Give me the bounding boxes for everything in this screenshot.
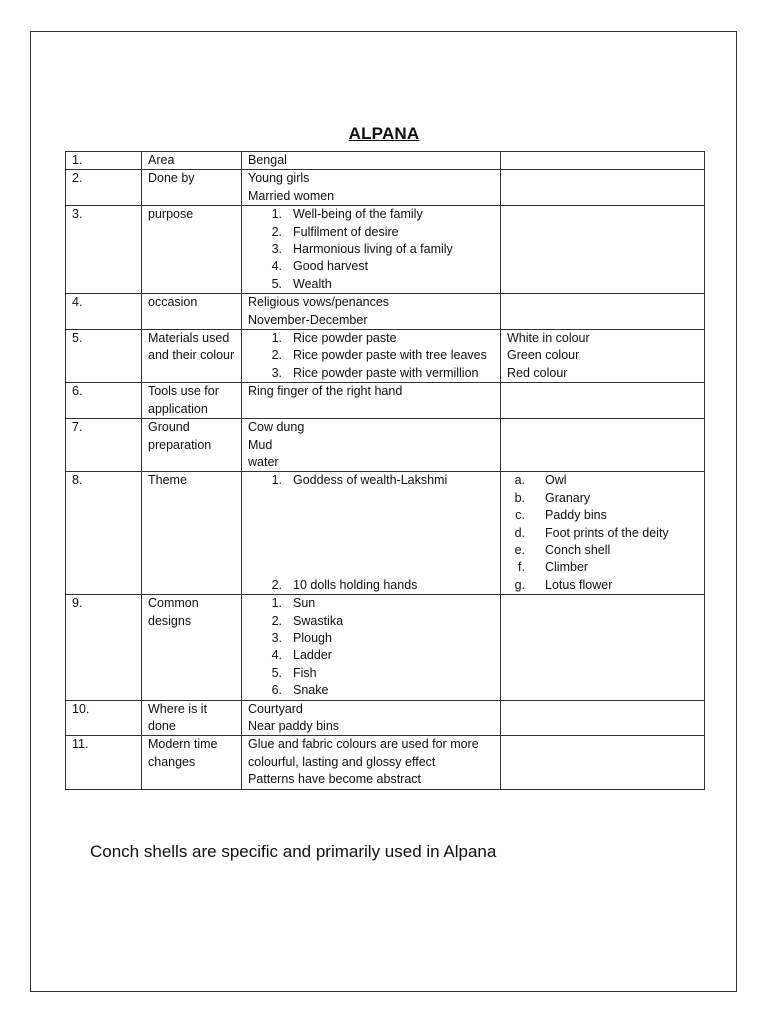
row-number: 8. — [66, 472, 142, 595]
row-label: Ground preparation — [142, 419, 242, 472]
list-item: 2. Rice powder paste with tree leaves — [271, 348, 487, 363]
list-item: 1. Goddess of wealth-Lakshmi — [271, 473, 448, 488]
row-details — [242, 294, 501, 330]
row-notes — [501, 330, 705, 383]
row-label: Materials used and their colour — [142, 330, 242, 383]
row-details — [242, 206, 501, 294]
list-item: 3. Plough — [271, 630, 332, 645]
list-item: 4. Ladder — [271, 648, 332, 663]
row-label: Done by — [142, 170, 242, 206]
list-item: 4. Good harvest — [271, 259, 369, 274]
table-row — [66, 206, 705, 294]
row-number: 6. — [66, 383, 142, 419]
list-item: 2. 10 dolls holding hands — [271, 577, 418, 592]
table-row — [66, 472, 705, 595]
row-details — [242, 419, 501, 472]
detail-line: Courtyard — [248, 701, 303, 716]
row-details — [242, 170, 501, 206]
spacer — [248, 490, 495, 577]
row-number: 11. — [66, 736, 142, 789]
detail-line: Near paddy bins — [248, 719, 340, 733]
alpana-table — [65, 151, 705, 790]
row-notes — [501, 736, 705, 789]
table-row — [66, 383, 705, 419]
list-item: a. Owl — [514, 473, 567, 488]
detail-line: Cow dung — [248, 420, 305, 435]
detail-line: Young girls — [248, 171, 310, 186]
list-item: e. Conch shell — [514, 542, 611, 557]
footer-note: Conch shells are specific and primarily used in Alpana — [90, 842, 497, 861]
row-details — [242, 700, 501, 736]
list-item: 5. Wealth — [271, 276, 332, 291]
row-notes — [501, 206, 705, 294]
table-row — [66, 152, 705, 170]
row-label: Where is it done — [142, 700, 242, 736]
list-item: c. Paddy bins — [515, 508, 607, 523]
list-item: 1. Rice powder paste — [271, 331, 397, 346]
row-number: 3. — [66, 206, 142, 294]
list-item: 1. Well-being of the family — [271, 207, 423, 222]
row-number: 9. — [66, 595, 142, 700]
note-line: Green colour — [507, 348, 580, 363]
detail-line: Glue and fabric colours are used for more colourful, lasting and glossy effect — [248, 737, 479, 769]
row-number: 4. — [66, 294, 142, 330]
row-label: Theme — [142, 472, 242, 595]
list-item: 2. Fulfilment of desire — [271, 224, 399, 239]
list-item: f. Climber — [518, 560, 589, 575]
row-number: 2. — [66, 170, 142, 206]
row-label: Modern time changes — [142, 736, 242, 789]
row-label: occasion — [142, 294, 242, 330]
row-notes — [501, 152, 705, 170]
table-row — [66, 170, 705, 206]
row-notes — [501, 595, 705, 700]
table-row — [66, 700, 705, 736]
row-label: Common designs — [142, 595, 242, 700]
detail-line: Married women — [248, 188, 335, 203]
note-line: White in colour — [507, 331, 590, 346]
row-details: Bengal — [242, 152, 501, 170]
row-notes — [501, 472, 705, 595]
list-item: d. Foot prints of the deity — [514, 525, 669, 540]
row-details — [242, 472, 501, 595]
list-item: 2. Swastika — [271, 613, 344, 628]
detail-line: Religious vows/penances — [248, 295, 390, 310]
row-label: Area — [142, 152, 242, 170]
list-item: 3. Rice powder paste with vermillion — [271, 365, 479, 380]
row-details — [242, 595, 501, 700]
table-row — [66, 330, 705, 383]
row-notes — [501, 383, 705, 419]
table-row — [66, 419, 705, 472]
list-item: g. Lotus flower — [514, 577, 613, 592]
detail-line: Mud — [248, 437, 273, 452]
table-row — [66, 595, 705, 700]
row-details: Ring finger of the right hand — [242, 383, 501, 419]
document-title: ALPANA — [348, 124, 420, 143]
table-row — [66, 736, 705, 789]
list-item: 1. Sun — [271, 596, 316, 611]
list-item: 6. Snake — [271, 683, 329, 698]
row-notes — [501, 419, 705, 472]
detail-line: water — [248, 454, 279, 469]
table-row — [66, 294, 705, 330]
row-number: 5. — [66, 330, 142, 383]
row-label: purpose — [142, 206, 242, 294]
detail-line: Patterns have become abstract — [248, 772, 422, 787]
row-notes — [501, 170, 705, 206]
row-details — [242, 330, 501, 383]
list-item: 3. Harmonious living of a family — [271, 242, 453, 257]
list-item: b. Granary — [514, 490, 591, 505]
row-notes — [501, 294, 705, 330]
note-line: Red colour — [507, 365, 568, 380]
row-label: Tools use for application — [142, 383, 242, 419]
row-number: 10. — [66, 700, 142, 736]
list-item: 5. Fish — [271, 665, 317, 680]
detail-line: November-December — [248, 312, 368, 327]
row-number: 7. — [66, 419, 142, 472]
row-number: 1. — [66, 152, 142, 170]
row-notes — [501, 700, 705, 736]
row-details — [242, 736, 501, 789]
